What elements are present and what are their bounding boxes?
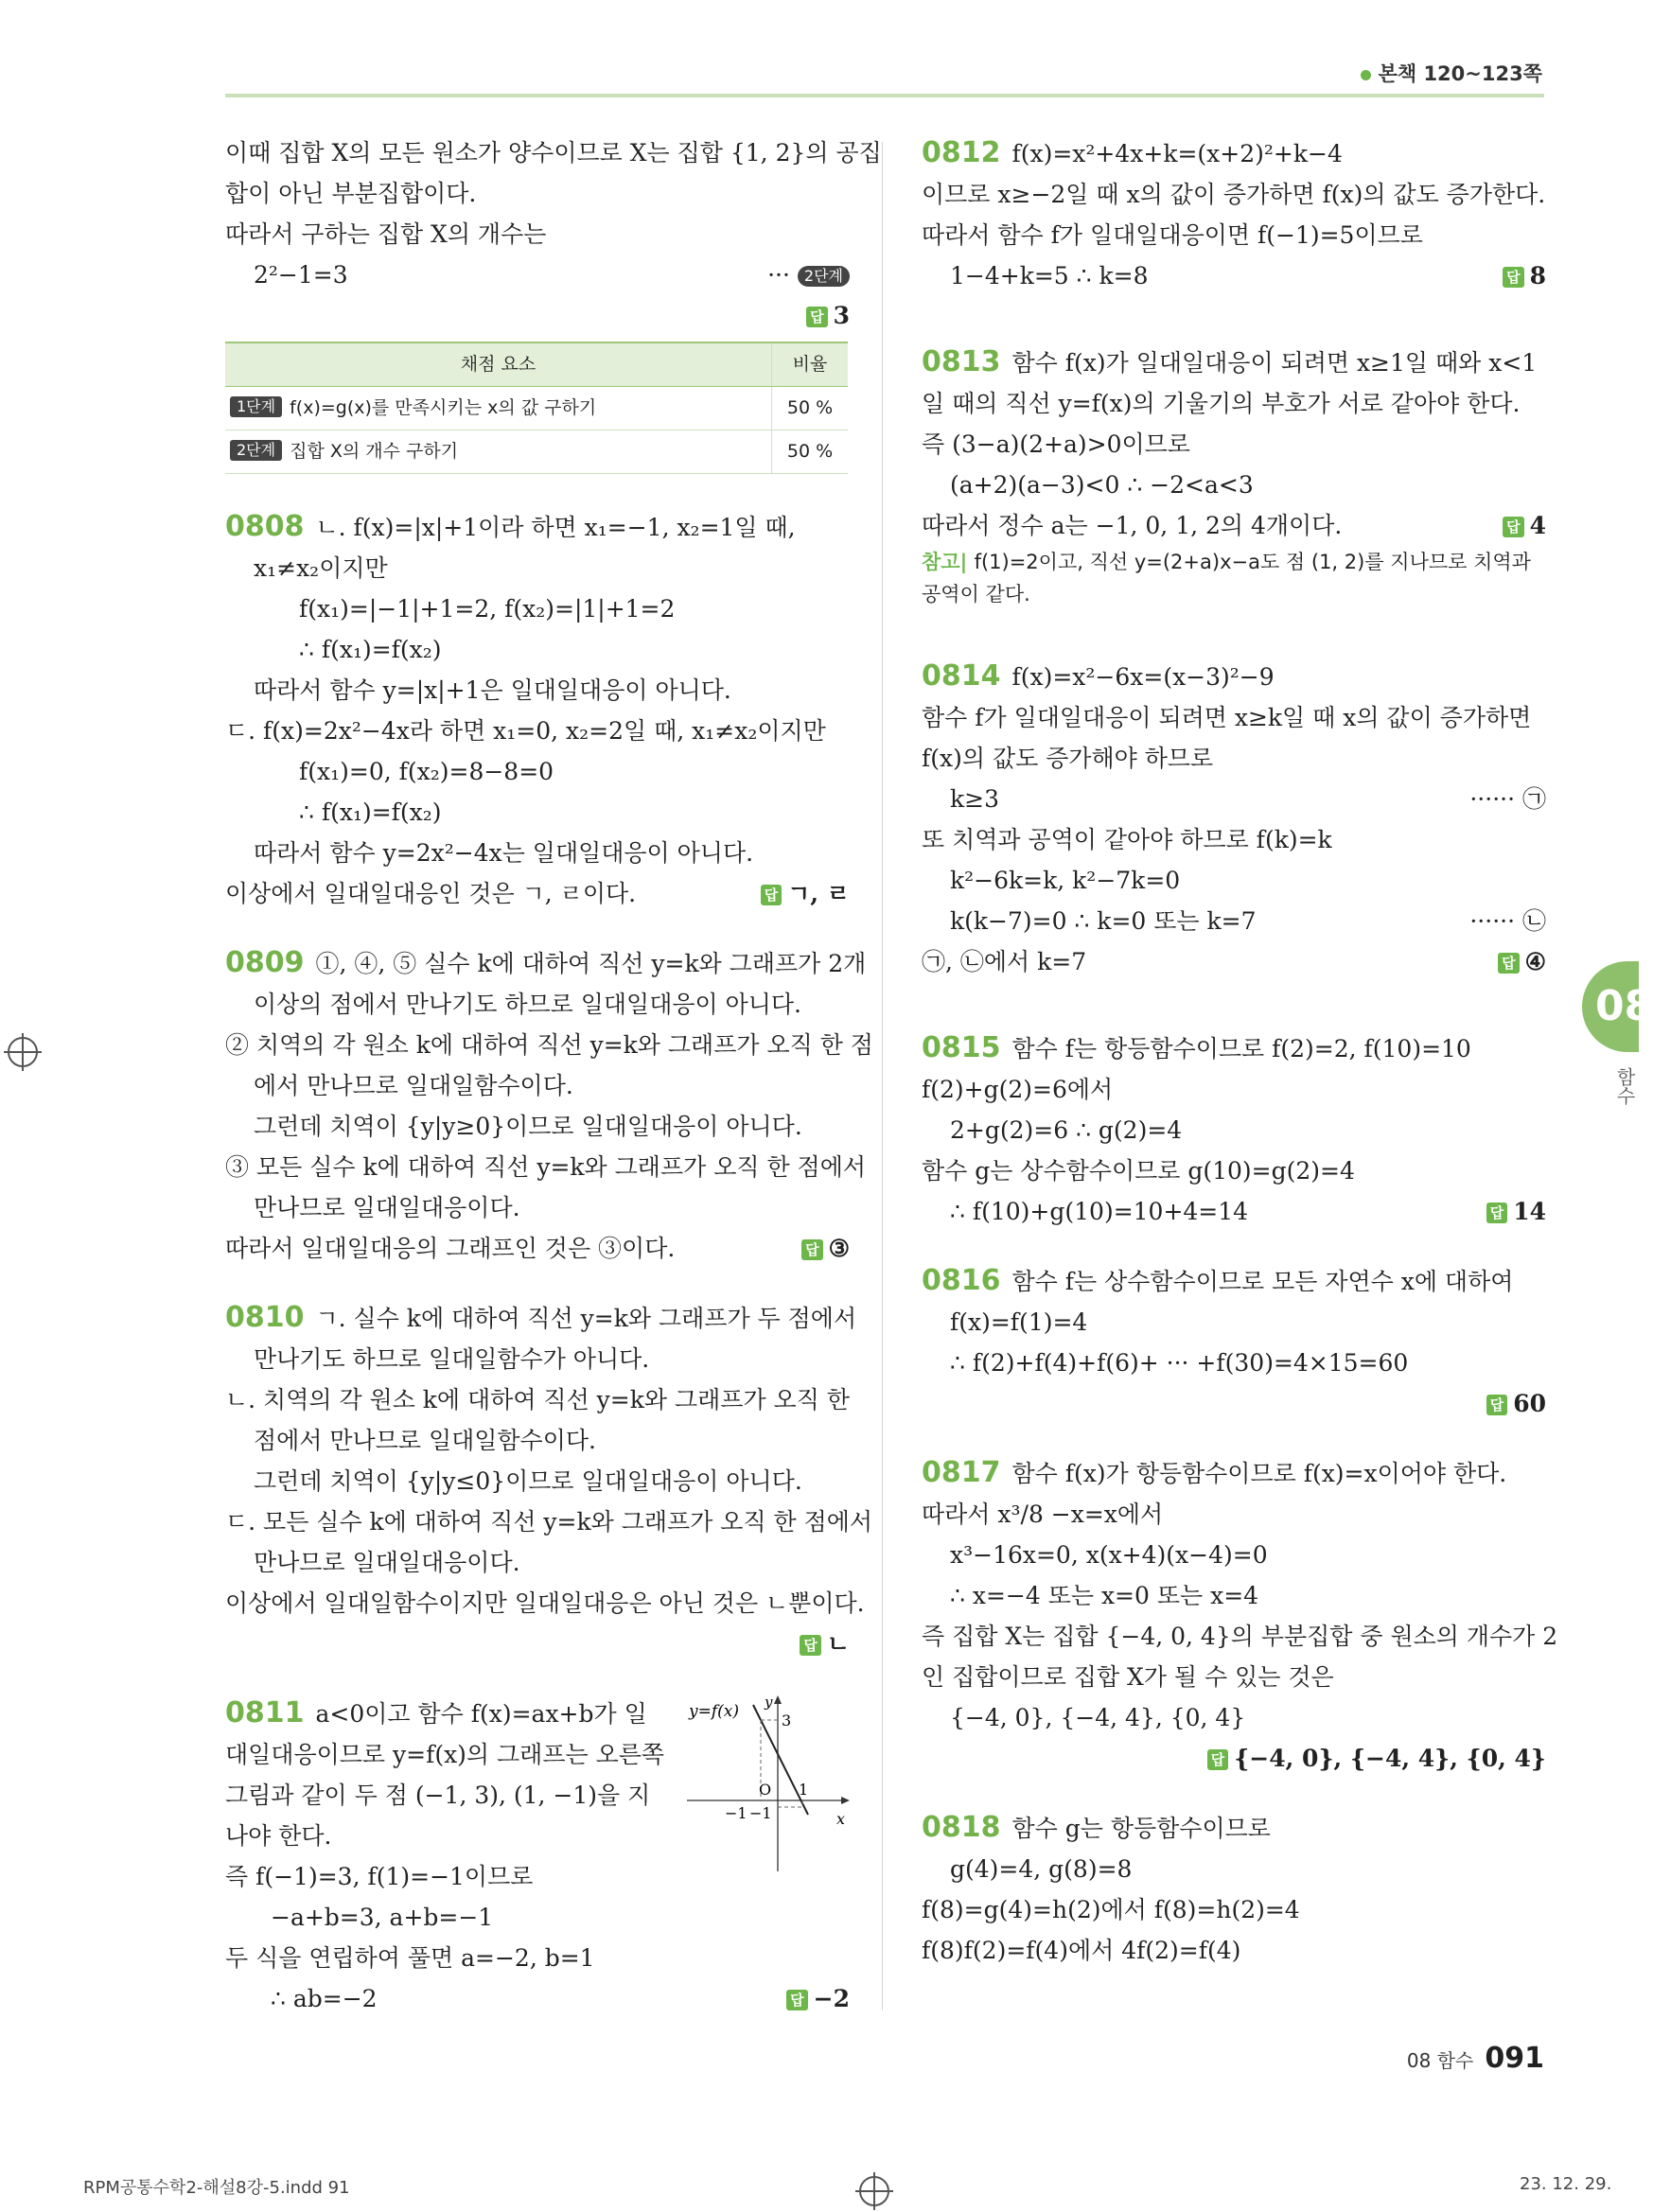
tick-label: −1 [749, 1804, 772, 1822]
registration-mark-icon [859, 2176, 889, 2206]
tick-label: 3 [782, 1712, 792, 1729]
problem-0818: 0818 함수 g는 항등함수이므로 [922, 1811, 1271, 1844]
problem-0812: 0812 f(x)=x²+4x+k=(x+2)²+k−4 [922, 136, 1343, 169]
answer-badge: 답 [806, 307, 828, 327]
problem-0816: 0816 함수 f는 상수함수이므로 모든 자연수 x에 대하여 [922, 1264, 1514, 1297]
problem-0813: 0813 함수 f(x)가 일대일대응이 되려면 x≥1일 때와 x<1 [922, 345, 1538, 378]
answer: 답 3 [225, 295, 850, 336]
chapter-tab-label: 함수 [1613, 1067, 1636, 1105]
answer: 답 −2 [786, 1978, 850, 2019]
function-label: y=f(x) [689, 1702, 739, 1721]
answer: 답 4 [1503, 505, 1546, 546]
chapter-tab: 08 [1582, 961, 1639, 1052]
registration-mark-icon [8, 1037, 38, 1067]
tick-label: 1 [799, 1781, 809, 1799]
answer: 답 ㄴ [225, 1624, 850, 1664]
left-column: 이때 집합 X의 모든 원소가 양수이므로 X는 집합 {1, 2}의 공집 합이 아닌 부분집합이다. 따라서 구하는 집합 X의 개수는 2²−1=3 ··· 2단계 답 3 채점 요소 비율 1단계 f(x)=g(x)를 만족시키는 x의 값 구하기 50 % 2단계 집합 X의 개수 구하기 50 % 0808 ㄴ. f(x)=|x|+1이라 하면 x₁=−1, x₂=1일 때, x₁≠x₂이지만 f(x₁)=|−1|+1=2, f(x₂)=|1|+1=2 ∴ f(x₁)=f(x₂) 따라서 함수 y=|x|+1은 일대일대응이 아니다. ㄷ. f(x)=2x²−4x라 하면 x₁=0, x₂=2일 때, x₁≠x₂이지만 f(x₁)=0, f(x₂)=8−8=0 ∴ f(x₁)=f(x₂) 따라서 함수 y=2x²−4x는 일대일대응이 아니다. 이상에서 일대일대응인 것은 ㄱ, ㄹ이다. 답 ㄱ, ㄹ 0809 ①, ④, ⑤ 실수 k에 대하여 직선 y=k와 그래프가 2개 이상의 점에서 만나기도 하므로 일대일대응이 아니다. ② 치역의 각 원소 k에 대하여 직선 y=k와 그래프가 오직 한 점 에서 만나므로 일대일함수이다. 그런데 치역이 {y|y≥0}이므로 일대일대응이 아니다. ③ 모든 실수 k에 대하여 직선 y=k와 그래프가 오직 한 점에서 만나므로 일대일대응이다. 따라서 일대일대응의 그래프인 것은 ③이다. 답 ③ 0810 ㄱ. 실수 k에 대하여 직선 y=k와 그래프가 두 점에서 만나기도 하므로 일대일함수가 아니다. ㄴ. 치역의 각 원소 k에 대하여 직선 y=k와 그래프가 오직 한 점에서 만나므로 일대일함수이다. 그런데 치역이 {y|y≤0}이므로 일대일대응이 아니다. ㄷ. 모든 실수 k에 대하여 직선 y=k와 그래프가 오직 한 점에서 만나므로 일대일대응이다. 이상에서 일대일함수이지만 일대일대응은 아닌 것은 ㄴ뿐이다. 답 ㄴ 0811 a<0이고 함수 f(x)=ax+b가 일 대일대응이므로 y=f(x)의 그래프는 오른쪽 그림과 같이 두 점 (−1, 3), (1, −1)을 지 나야 한다. 즉 f(−1)=3, f(1)=−1이므로 −a+b=3, a+b=−1 두 식을 연립하여 풀면 a=−2, b=1 ∴ ab=−2 답 −2 [225, 132, 850, 2019]
text-line: 합이 아닌 부분집합이다. [225, 180, 477, 207]
origin-label: O [759, 1781, 772, 1799]
linear-function-graph [687, 1692, 853, 1871]
bullet-icon [1361, 70, 1371, 80]
answer: 답 14 [1486, 1191, 1546, 1232]
problem-0811: 0811 a<0이고 함수 f(x)=ax+b가 일 [225, 1696, 647, 1729]
problem-0808: 0808 ㄴ. f(x)=|x|+1이라 하면 x₁=−1, x₂=1일 때, [225, 510, 796, 543]
table-header: 비율 [772, 342, 849, 387]
column-divider [882, 142, 883, 2010]
book-reference: 본책 120~123쪽 [1361, 59, 1542, 87]
file-info: RPM공통수학2-해설8강-5.indd 91 [83, 2178, 350, 2198]
tick-label: −1 [725, 1804, 747, 1822]
text-line: 2²−1=3 ··· 2단계 [225, 255, 850, 295]
header-rule [225, 94, 1544, 97]
text-line: 따라서 구하는 집합 X의 개수는 [225, 220, 547, 248]
right-column: 0812 f(x)=x²+4x+k=(x+2)²+k−4 이므로 x≥−2일 때 x의 값이 증가하면 f(x)의 값도 증가한다. 따라서 함수 f가 일대일대응이면 f(−1)=5이므로 1−4+k=5 ∴ k=8 답 8 0813 함수 f(x)가 일대일대응이 되려면 x≥1일 때와 x<1 일 때의 직선 y=f(x)의 기울기의 부호가 서로 같아야 한다. 즉 (3−a)(2+a)>0이므로 (a+2)(a−3)<0 ∴ −2<a<3 따라서 정수 a는 −1, 0, 1, 2의 4개이다. 답 4 참고| f(1)=2이고, 직선 y=(2+a)x−a도 점 (1, 2)를 지나므로 치역과 공역이 같다. 0814 f(x)=x²−6x=(x−3)²−9 함수 f가 일대일대응이 되려면 x≥k일 때 x의 값이 증가하면 f(x)의 값도 증가해야 하므로 k≥3 ······ ㉠ 또 치역과 공역이 같아야 하므로 f(k)=k k²−6k=k, k²−7k=0 k(k−7)=0 ∴ k=0 또는 k=7 ······ ㉡ ㉠, ㉡에서 k=7 답 ④ 0815 함수 f는 항등함수이므로 f(2)=2, f(10)=10 f(2)+g(2)=6에서 2+g(2)=6 ∴ g(2)=4 함수 g는 상수함수이므로 g(10)=g(2)=4 ∴ f(10)+g(10)=10+4=14 답 14 0816 함수 f는 상수함수이므로 모든 자연수 x에 대하여 f(x)=f(1)=4 ∴ f(2)+f(4)+f(6)+ ··· +f(30)=4×15=60 답 60 0817 함수 f(x)가 항등함수이므로 f(x)=x이어야 한다. 따라서 x³/8 −x=x에서 x³−16x=0, x(x+4)(x−4)=0 ∴ x=−4 또는 x=0 또는 x=4 즉 집합 X는 집합 {−4, 0, 4}의 부분집합 중 원소의 개수가 2 인 집합이므로 집합 X가 될 수 있는 것은 {−4, 0}, {−4, 4}, {0, 4} 답 {−4, 0}, {−4, 4}, {0, 4} 0818 함수 g는 항등함수이므로 g(4)=4, g(8)=8 f(8)=g(4)=h(2)에서 f(8)=h(2)=4 f(8)f(2)=f(4)에서 4f(2)=f(4) [922, 132, 1546, 1971]
print-date: 23. 12. 29. [1520, 2174, 1612, 2194]
table-row: 2단계 집합 X의 개수 구하기 50 % [225, 430, 848, 474]
answer: 답 8 [1503, 255, 1546, 296]
table-row: 1단계 f(x)=g(x)를 만족시키는 x의 값 구하기 50 % [225, 387, 848, 430]
problem-0817: 0817 함수 f(x)가 항등함수이므로 f(x)=x이어야 한다. [922, 1456, 1507, 1489]
problem-0810: 0810 ㄱ. 실수 k에 대하여 직선 y=k와 그래프가 두 점에서 [225, 1301, 857, 1334]
problem-0815: 0815 함수 f는 항등함수이므로 f(2)=2, f(10)=10 [922, 1031, 1471, 1064]
answer: 답 ㄱ, ㄹ [761, 873, 850, 914]
y-axis-arrow-icon [774, 1695, 782, 1704]
page-footer: 08 함수 091 [1406, 2042, 1544, 2075]
step-badge: 2단계 [798, 266, 850, 287]
answer: 답 60 [922, 1383, 1546, 1424]
answer: 답 ④ [1498, 941, 1546, 982]
table-header: 채점 요소 [225, 342, 772, 387]
answer: 답 {−4, 0}, {−4, 4}, {0, 4} [922, 1738, 1546, 1779]
problem-0814: 0814 f(x)=x²−6x=(x−3)²−9 [922, 659, 1275, 693]
problem-0809: 0809 ①, ④, ⑤ 실수 k에 대하여 직선 y=k와 그래프가 2개 [225, 946, 867, 979]
scoring-table [225, 342, 848, 474]
x-axis-arrow-icon [841, 1797, 850, 1804]
y-axis-label: y [765, 1694, 773, 1711]
answer: 답 ③ [801, 1228, 850, 1269]
reference-note: 참고| f(1)=2이고, 직선 y=(2+a)x−a도 점 (1, 2)를 지나므로 치역과 공역이 같다. [922, 551, 1531, 606]
text-line: 이때 집합 X의 모든 원소가 양수이므로 X는 집합 {1, 2}의 공집 [225, 139, 882, 167]
x-axis-label: x [836, 1810, 846, 1828]
page-number: 091 [1485, 2042, 1544, 2075]
